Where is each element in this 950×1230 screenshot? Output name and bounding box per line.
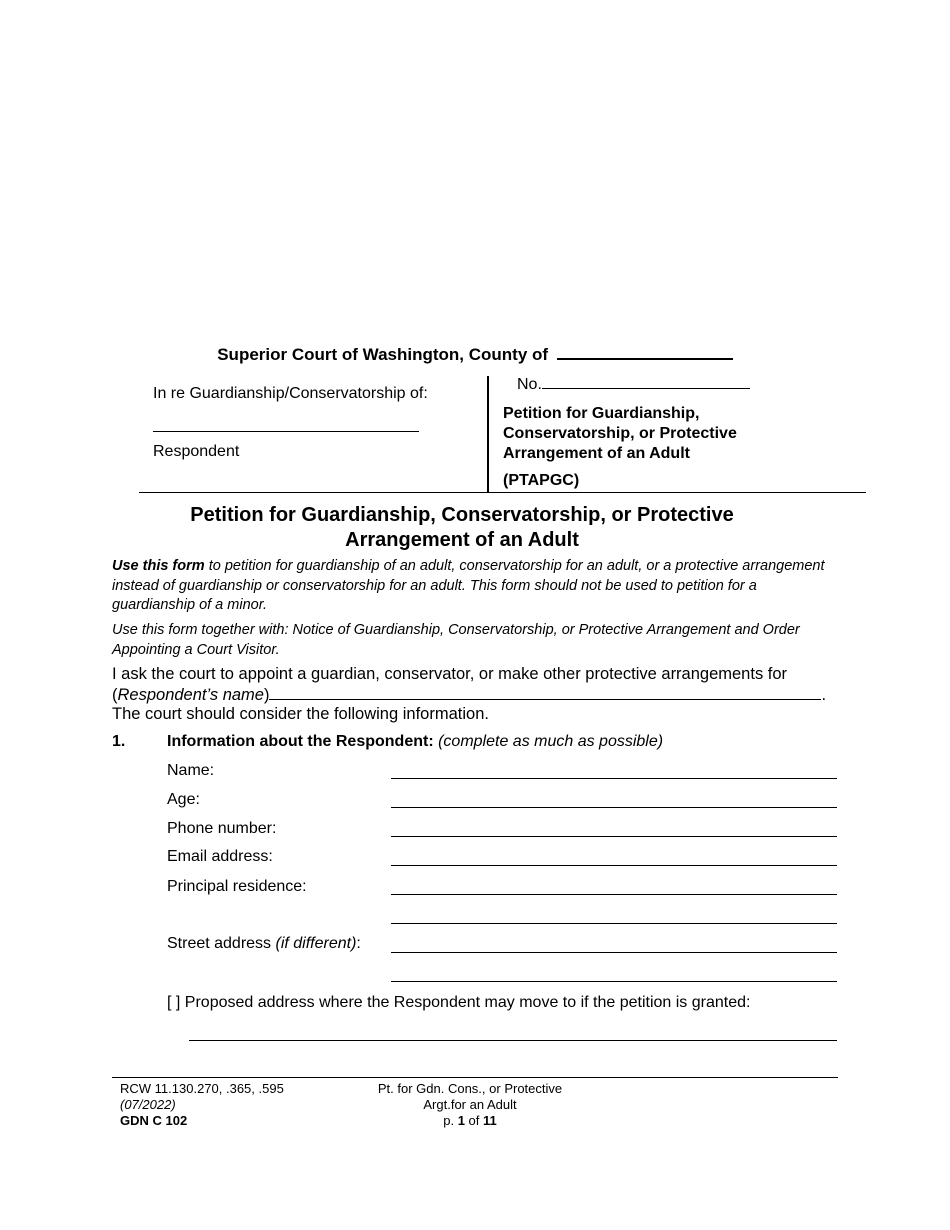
footer-rule [112, 1077, 838, 1078]
in-re-label: In re Guardianship/Conservatorship of: [153, 385, 428, 402]
footer-rcw: RCW 11.130.270, .365, .595 [120, 1081, 284, 1096]
open-paren: ( [112, 686, 118, 704]
page-of: of [464, 1113, 484, 1128]
street-label-note: (if different) [275, 935, 357, 952]
caption-divider [487, 376, 489, 492]
section-title-note: (complete as much as possible) [433, 733, 664, 750]
street-label-colon: : [356, 935, 361, 952]
case-number-field[interactable] [542, 376, 750, 389]
form-name-line1: Petition for Guardianship, [503, 405, 700, 422]
respondent-name-label: Respondent’s name [117, 686, 264, 704]
request-line2 [112, 685, 826, 705]
page-title-line1: Petition for Guardianship, Conservatorship, or Protective [190, 504, 734, 526]
page-current: 1 [457, 1113, 465, 1128]
residence-field-line1[interactable] [391, 894, 837, 895]
proposed-address-field[interactable] [189, 1040, 837, 1041]
proposed-address-label: Proposed address where the Respondent may move to if the petition is granted: [180, 994, 751, 1011]
page-title-line2: Arrangement of an Adult [345, 529, 579, 551]
case-number [517, 376, 750, 394]
footer-form-id: GDN C 102 [120, 1113, 188, 1128]
age-field[interactable] [391, 807, 837, 808]
page-title [0, 503, 924, 553]
street-label-text: Street address [167, 935, 276, 952]
street-field-line2[interactable] [391, 981, 837, 982]
residence-field-line2[interactable] [391, 923, 837, 924]
phone-field[interactable] [391, 836, 837, 837]
residence-label: Principal residence: [167, 878, 307, 895]
footer-date: (07/2022) [120, 1097, 176, 1112]
phone-label: Phone number: [167, 820, 277, 837]
court-title [0, 344, 950, 365]
footer-short-title-line1: Pt. for Gdn. Cons., or Protective [377, 1081, 563, 1096]
name-label: Name: [167, 762, 215, 779]
instructions-bold: Use this form [112, 558, 205, 574]
proposed-address-checkbox[interactable]: [ ] [167, 994, 181, 1011]
respondent-name-field[interactable] [153, 431, 419, 432]
proposed-address-item [167, 994, 750, 1012]
footer-short-title-line2: Argt.for an Adult [423, 1097, 517, 1112]
instructions-together: Use this form together with: Notice of Guardianship, Conservatorship, or Protective Arrangement and Order Appointing a Court Visitor. [112, 622, 800, 658]
form-name [503, 404, 783, 464]
respondent-label: Respondent [153, 443, 240, 460]
email-field[interactable] [391, 865, 837, 866]
instructions-use-form [112, 557, 842, 616]
period: . [821, 686, 827, 704]
street-label [167, 935, 361, 953]
case-number-label: No. [517, 376, 542, 393]
name-field[interactable] [391, 778, 837, 779]
instructions-rest: to petition for guardianship of an adult, conservatorship for an adult, or a protective arrangement instead of guardianship or conservatorship for an adult. This form should not be used to petition for a guardianship of a minor. [112, 558, 825, 613]
respondent-name-input[interactable] [269, 685, 821, 700]
footer-left [120, 1081, 284, 1129]
page-total: 11 [483, 1113, 497, 1128]
section-title [167, 733, 663, 751]
caption-bottom-rule [139, 492, 866, 493]
form-code: (PTAPGC) [503, 472, 580, 489]
request-line1: I ask the court to appoint a guardian, conservator, or make other protective arrangements for [112, 665, 788, 683]
court-title-text: Superior Court of Washington, County of [217, 345, 549, 364]
page-number [340, 1113, 600, 1129]
page-prefix: p. [443, 1113, 458, 1128]
form-name-line2: Conservatorship, or Protective [503, 425, 737, 442]
email-label: Email address: [167, 848, 273, 865]
age-label: Age: [167, 791, 200, 808]
section-number: 1. [112, 733, 126, 750]
street-field-line1[interactable] [391, 952, 837, 953]
section-title-bold: Information about the Respondent: [167, 733, 434, 750]
county-field[interactable] [557, 344, 733, 360]
form-name-line3: Arrangement of an Adult [503, 445, 690, 462]
footer-center [340, 1081, 600, 1129]
request-line3: The court should consider the following information. [112, 705, 489, 723]
close-paren: ) [263, 686, 270, 704]
